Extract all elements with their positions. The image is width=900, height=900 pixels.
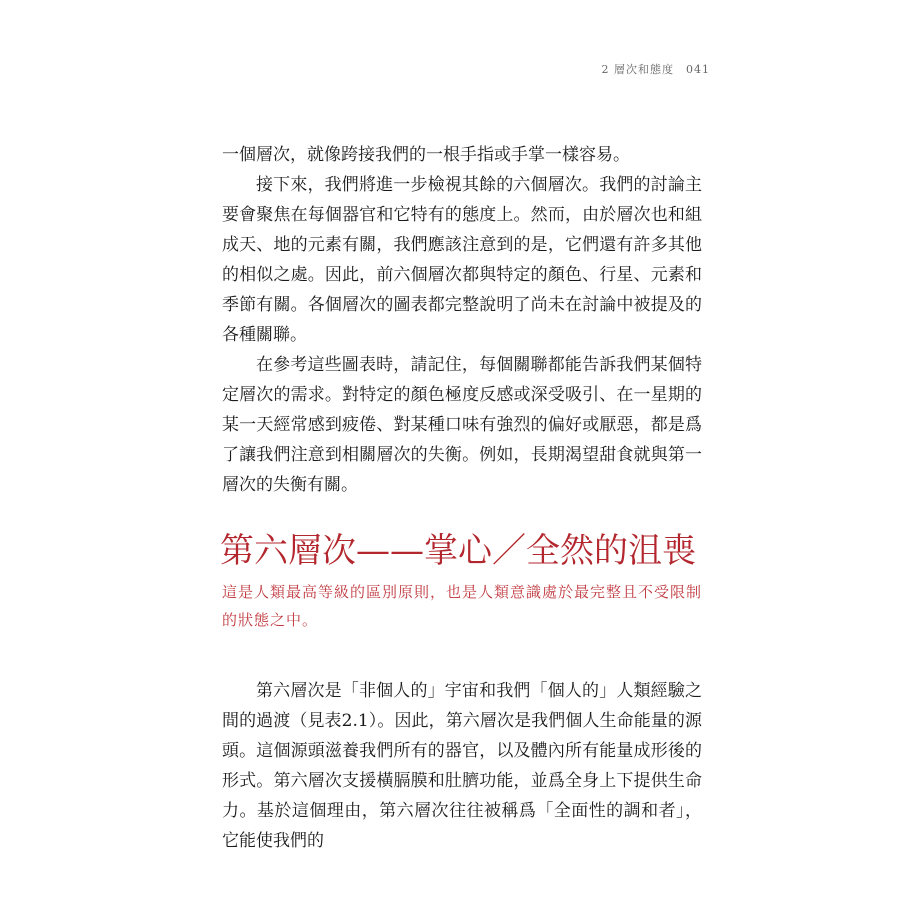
section-title: 第六層次——掌心／全然的沮喪	[220, 531, 696, 571]
intro-text	[222, 140, 702, 500]
body-paragraph: 在參考這些圖表時，請記住，每個關聯都能告訴我們某個特定層次的需求。對特定的顏色極度反感或深受吸引、在一星期的某一天經常感到疲倦、對某種口味有強烈的偏好或厭惡，都是爲了讓我們注意到相關層次的失衡。例如，長期渴望甜食就與第一層次的失衡有關。	[222, 355, 702, 495]
body-paragraph: 接下來，我們將進一步檢視其餘的六個層次。我們的討論主要會聚焦在每個器官和它特有的態度上。然而，由於層次也和組成天、地的元素有關，我們應該注意到的是，它們還有許多其他的相似之處。因此，前六個層次都與特定的顏色、行星、元素和季節有關。各個層次的圖表都完整說明了尚未在討論中被提及的各種關聯。	[222, 175, 702, 345]
body-paragraph: 第六層次是「非個人的」宇宙和我們「個人的」人類經驗之間的過渡（見表2.1）。因此，第六層次是我們個人生命能量的源頭。這個源頭滋養我們所有的器官，以及體內所有能量成形後的形式。第六層次支援橫膈膜和肚臍功能，並爲全身上下提供生命力。基於這個理由，第六層次往往被稱爲「全面性的調和者」，它能使我們的	[222, 681, 702, 851]
chapter-label: 2 層次和態度	[601, 63, 674, 76]
section-text	[222, 676, 702, 856]
section-subtitle: 這是人類最高等級的區別原則，也是人類意識處於最完整且不受限制的狀態之中。	[222, 583, 703, 629]
page-number: 041	[686, 62, 710, 76]
running-header	[560, 60, 710, 78]
continuation-paragraph: 一個層次，就像跨接我們的一根手指或手掌一樣容易。	[222, 145, 630, 165]
